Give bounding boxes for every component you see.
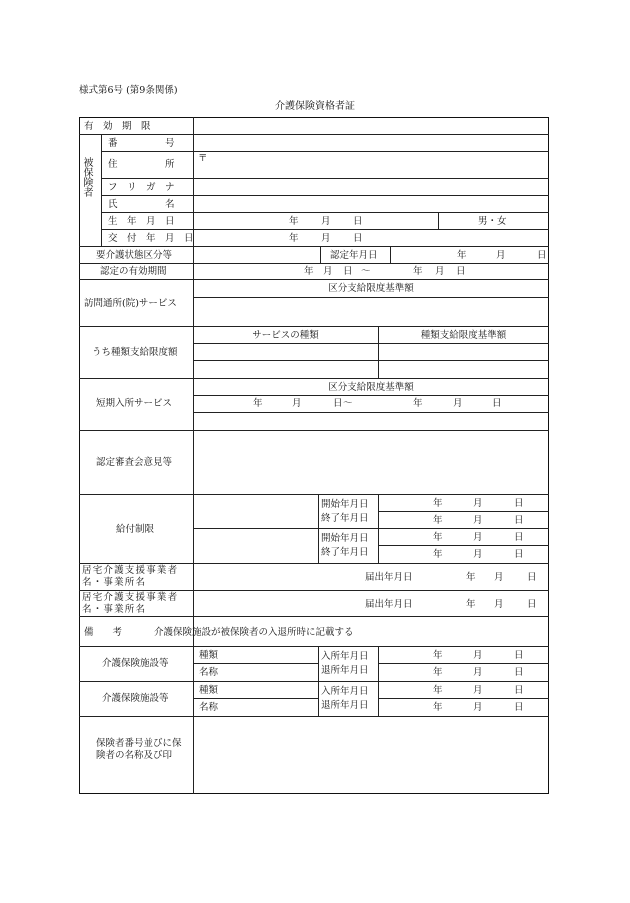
short-stay-limit-label: 区分支給限度基準額 bbox=[328, 382, 414, 393]
issue-date-label: 交 付 年 月 日 bbox=[108, 233, 194, 244]
f2d-year: 年 bbox=[433, 702, 443, 713]
gender-options[interactable]: 男・女 bbox=[478, 216, 507, 227]
insured-person-label: 被保険者 bbox=[81, 157, 92, 197]
row-line bbox=[193, 412, 549, 413]
row-line bbox=[79, 378, 549, 379]
restriction-1-end-label: 終了年月日 bbox=[321, 513, 369, 524]
f2d-day: 日 bbox=[514, 702, 524, 713]
cs1-day: 日 bbox=[527, 572, 537, 583]
period-end-year: 年 bbox=[413, 266, 423, 277]
f2a-month: 月 bbox=[473, 685, 483, 696]
f1d-year: 年 bbox=[433, 667, 443, 678]
row-line bbox=[101, 229, 549, 230]
label-column-divider bbox=[193, 117, 194, 794]
birth-month: 月 bbox=[321, 216, 331, 227]
care-support-1-label: 居宅介護支援事業者名・事業所名 bbox=[82, 565, 179, 588]
benefit-restriction-label: 給付制限 bbox=[116, 524, 155, 535]
f1d-day: 日 bbox=[514, 667, 524, 678]
r2e-month: 月 bbox=[473, 549, 483, 560]
gender-divider bbox=[438, 212, 439, 229]
facility-divider bbox=[318, 646, 319, 716]
row-line bbox=[193, 343, 549, 344]
cs2-day: 日 bbox=[527, 599, 537, 610]
f2a-day: 日 bbox=[514, 685, 524, 696]
f2a-year: 年 bbox=[433, 685, 443, 696]
r2s-day: 日 bbox=[514, 532, 524, 543]
issue-year: 年 bbox=[289, 233, 299, 244]
remarks-text: 介護保険施設が被保険者の入退所時に記載する bbox=[154, 627, 354, 638]
row-line bbox=[79, 326, 549, 327]
cert-month: 月 bbox=[496, 250, 506, 261]
facility-1-label: 介護保険施設等 bbox=[102, 658, 169, 669]
f1a-day: 日 bbox=[514, 650, 524, 661]
facility-2-admission-label: 入所年月日 bbox=[321, 686, 369, 697]
row-line bbox=[378, 511, 549, 512]
ss-start-day: 日 bbox=[333, 398, 343, 409]
care-support-2-notify-label: 届出年月日 bbox=[365, 599, 413, 610]
expiry-label: 有 効 期 限 bbox=[84, 121, 151, 132]
facility-2-name-label: 名称 bbox=[199, 702, 219, 713]
home-visit-label: 訪問通所(院)サービス bbox=[84, 298, 177, 309]
row-line bbox=[79, 563, 549, 564]
r2s-month: 月 bbox=[473, 532, 483, 543]
number-label: 番 号 bbox=[108, 138, 175, 149]
period-end-month: 月 bbox=[435, 266, 445, 277]
row-line bbox=[79, 494, 549, 495]
row-line bbox=[79, 279, 549, 280]
restriction-1-start-label: 開始年月日 bbox=[321, 499, 369, 510]
row-line bbox=[101, 212, 549, 213]
facility-2-discharge-label: 退所年月日 bbox=[321, 700, 369, 711]
r1e-month: 月 bbox=[473, 515, 483, 526]
issue-day: 日 bbox=[353, 233, 363, 244]
cs2-year: 年 bbox=[466, 599, 476, 610]
row-line bbox=[79, 646, 549, 647]
cs1-year: 年 bbox=[466, 572, 476, 583]
period-start-year: 年 bbox=[304, 266, 314, 277]
row-line bbox=[193, 663, 318, 664]
r1e-year: 年 bbox=[433, 515, 443, 526]
ss-end-day: 日 bbox=[492, 398, 502, 409]
r1s-month: 月 bbox=[473, 498, 483, 509]
row-line bbox=[79, 681, 549, 682]
r1s-year: 年 bbox=[433, 498, 443, 509]
row-line bbox=[79, 590, 549, 591]
cs1-month: 月 bbox=[494, 572, 504, 583]
restriction-divider bbox=[318, 494, 319, 563]
f2d-month: 月 bbox=[473, 702, 483, 713]
type-limit-label: うち種類支給限度額 bbox=[92, 347, 178, 358]
facility-1-name-label: 名称 bbox=[199, 667, 219, 678]
facility-1-discharge-label: 退所年月日 bbox=[321, 665, 369, 676]
name-label: 氏 名 bbox=[108, 199, 175, 210]
period-start-day: 日 bbox=[343, 266, 353, 277]
furigana-label: フ リ ガ ナ bbox=[108, 182, 175, 193]
furigana-field[interactable] bbox=[194, 179, 548, 195]
row-line bbox=[378, 663, 549, 664]
birth-date-label: 生 年 月 日 bbox=[108, 216, 175, 227]
expiry-field[interactable] bbox=[194, 118, 548, 134]
f1d-month: 月 bbox=[473, 667, 483, 678]
care-level-divider bbox=[320, 246, 321, 263]
name-field[interactable] bbox=[194, 196, 548, 212]
issue-month: 月 bbox=[321, 233, 331, 244]
care-level-label: 要介護状態区分等 bbox=[96, 250, 173, 261]
row-line bbox=[378, 698, 549, 699]
cert-date-label: 認定年月日 bbox=[330, 250, 378, 261]
period-start-month: 月 bbox=[323, 266, 333, 277]
r2e-day: 日 bbox=[514, 549, 524, 560]
type-limit-amount-header: 種類支給限度基準額 bbox=[420, 330, 507, 341]
row-line bbox=[193, 360, 549, 361]
row-line bbox=[79, 616, 549, 617]
row-line bbox=[79, 263, 549, 264]
care-level-field[interactable] bbox=[194, 247, 320, 263]
short-stay-label: 短期入所サービス bbox=[96, 398, 173, 409]
review-opinion-label: 認定審査会意見等 bbox=[96, 457, 173, 468]
period-tilde: ～ bbox=[361, 266, 371, 277]
ss-end-year: 年 bbox=[413, 398, 423, 409]
r1s-day: 日 bbox=[514, 498, 524, 509]
care-level-divider bbox=[390, 246, 391, 263]
r1e-day: 日 bbox=[514, 515, 524, 526]
number-field[interactable] bbox=[194, 135, 548, 151]
restriction-2-end-label: 終了年月日 bbox=[321, 547, 369, 558]
cs2-month: 月 bbox=[494, 599, 504, 610]
restriction-2-start-label: 開始年月日 bbox=[321, 533, 369, 544]
facility-2-kind-label: 種類 bbox=[199, 685, 219, 696]
cert-period-label: 認定の有効期間 bbox=[100, 266, 167, 277]
facility-1-admission-label: 入所年月日 bbox=[321, 651, 369, 662]
ss-tilde: ～ bbox=[343, 398, 353, 409]
r2s-year: 年 bbox=[433, 532, 443, 543]
period-end-day: 日 bbox=[456, 266, 466, 277]
row-line bbox=[193, 528, 549, 529]
r2e-year: 年 bbox=[433, 549, 443, 560]
facility-2-label: 介護保険施設等 bbox=[102, 693, 169, 704]
restriction-divider bbox=[378, 494, 379, 563]
home-visit-limit-label: 区分支給限度基準額 bbox=[328, 283, 414, 294]
row-line bbox=[378, 545, 549, 546]
row-line bbox=[79, 430, 549, 431]
ss-end-month: 月 bbox=[453, 398, 463, 409]
f1a-year: 年 bbox=[433, 650, 443, 661]
birth-year: 年 bbox=[289, 216, 299, 227]
insurer-label: 保険者番号並びに保険者の名称及び印 bbox=[96, 738, 182, 761]
ss-start-month: 月 bbox=[292, 398, 302, 409]
care-support-1-notify-label: 届出年月日 bbox=[365, 572, 413, 583]
care-support-2-label: 居宅介護支援事業者名・事業所名 bbox=[82, 592, 179, 615]
birth-day: 日 bbox=[353, 216, 363, 227]
facility-divider bbox=[378, 646, 379, 716]
remarks-label: 備 考 bbox=[84, 627, 123, 638]
postal-mark: 〒 bbox=[198, 153, 208, 164]
ss-start-year: 年 bbox=[253, 398, 263, 409]
form-number: 様式第6号 (第9条関係) bbox=[79, 85, 178, 96]
f1a-month: 月 bbox=[473, 650, 483, 661]
cert-day: 日 bbox=[537, 250, 547, 261]
service-type-header: サービスの種類 bbox=[252, 330, 319, 341]
row-line bbox=[193, 395, 549, 396]
insurer-field[interactable] bbox=[194, 717, 548, 793]
address-field[interactable] bbox=[210, 152, 548, 178]
facility-1-kind-label: 種類 bbox=[199, 650, 219, 661]
form-title: 介護保険資格者証 bbox=[275, 101, 355, 112]
row-line bbox=[193, 297, 549, 298]
cert-year: 年 bbox=[457, 250, 467, 261]
address-label: 住 所 bbox=[108, 159, 175, 170]
row-line bbox=[193, 698, 318, 699]
